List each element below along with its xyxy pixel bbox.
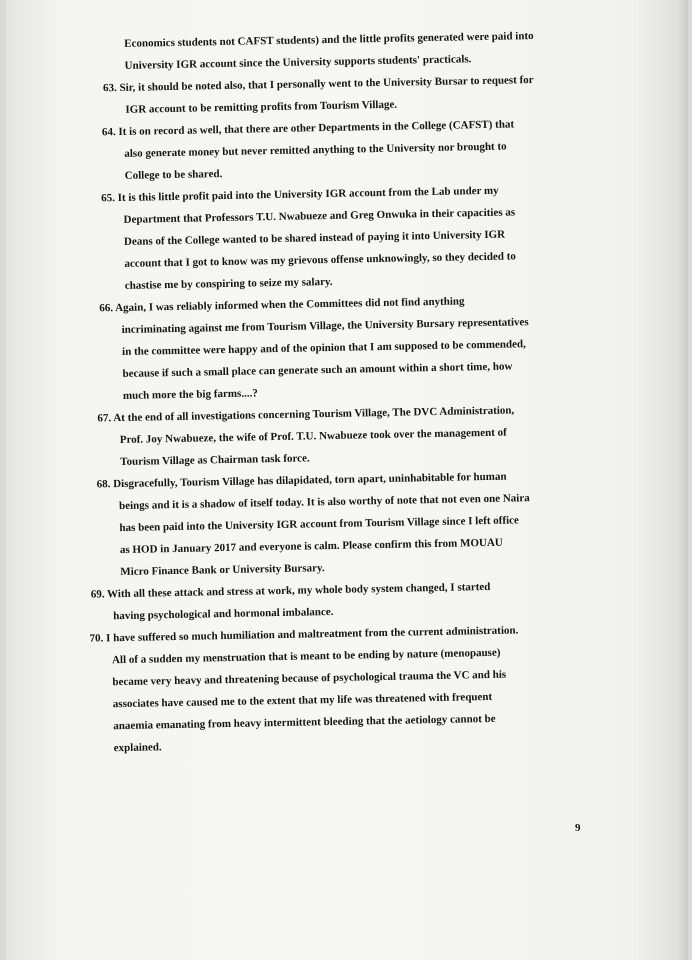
text-line: 66. Again, I was reliably informed when the Committees did not find anything <box>99 295 465 315</box>
text-line: anaemia emanating from heavy intermittent bleeding that the aetiology cannot be <box>113 712 496 733</box>
text-line: 70. I have suffered so much humiliation and maltreatment from the current administration. <box>89 624 519 645</box>
text-line: having psychological and hormonal imbalance. <box>113 605 334 623</box>
text-line: has been paid into the University IGR account from Tourism Village since I left office <box>119 514 520 535</box>
document-body <box>66 24 620 760</box>
text-line: beings and it is a shadow of itself today. It is also worthy of note that not even one Naira <box>118 492 530 513</box>
text-line: Tourism Village as Chairman task force. <box>120 452 310 469</box>
text-line: 64. It is on record as well, that there are other Departments in the College (CAFST) that <box>101 118 515 139</box>
page-fold-shadow <box>678 0 688 960</box>
text-line: also generate money but never remitted anything to the University nor brought to <box>124 140 507 160</box>
text-line: 68. Disgracefully, Tourism Village has dilapidated, torn apart, uninhabitable for human <box>96 470 507 491</box>
text-line: 63. Sir, it should be noted also, that I personally went to the University Bursar to request for <box>102 74 534 95</box>
text-line: account that I got to know was my grievous offense unknowingly, so they decided to <box>124 250 516 270</box>
text-line: IGR account to be remitting profits from Tourism Village. <box>125 98 398 116</box>
text-line: College to be shared. <box>124 168 223 182</box>
text-line: Prof. Joy Nwabueze, the wife of Prof. T.U. Nwabueze took over the management of <box>119 426 507 447</box>
paragraph-70 <box>77 618 619 760</box>
text-line: 65. It is this little profit paid into the University IGR account from the Lab under my <box>101 184 499 205</box>
text-line: in the committee were happy and of the opinion that I am supposed to be commended, <box>121 338 526 358</box>
text-line: Economics students not CAFST students) and the little profits generated were paid into <box>124 30 534 50</box>
text-line: because if such a small place can generate such an amount within a short time, how <box>122 360 513 380</box>
text-line: incriminating against me from Tourism Village, the University Bursary representatives <box>121 316 529 336</box>
text-line: much more the big farms....? <box>122 387 258 402</box>
text-line: Department that Professors T.U. Nwabueze and Greg Onwuka in their capacities as <box>123 206 516 226</box>
text-line: All of a sudden my menstruation that is meant to be ending by nature (menopause) <box>111 646 501 667</box>
text-line: University IGR account since the University supports students' practicals. <box>124 53 472 72</box>
text-line: 67. At the end of all investigations concerning Tourism Village, The DVC Administration, <box>97 404 515 425</box>
page-number: 9 <box>575 822 581 834</box>
text-line: became very heavy and threatening because of psychological trauma the VC and his <box>112 668 507 689</box>
text-line: as HOD in January 2017 and everyone is calm. Please confirm this from MOUAU <box>119 536 503 557</box>
text-line: associates have caused me to the extent that my life was threatened with frequent <box>112 690 493 711</box>
paragraph-68 <box>74 464 616 584</box>
paragraph-64 <box>68 112 609 188</box>
text-line: Deans of the College wanted to be shared instead of paying it into University IGR <box>123 228 506 248</box>
paragraph-66 <box>71 288 613 408</box>
text-line: chastise me by conspiring to seize my salary. <box>124 275 333 292</box>
text-line: Micro Finance Bank or University Bursary. <box>120 562 325 579</box>
paragraph-65 <box>69 178 611 298</box>
paragraph-67 <box>73 398 614 474</box>
text-line: explained. <box>113 741 162 755</box>
document-page <box>6 0 688 960</box>
text-line: 69. With all these attack and stress at work, my whole body system changed, I started <box>90 580 491 601</box>
